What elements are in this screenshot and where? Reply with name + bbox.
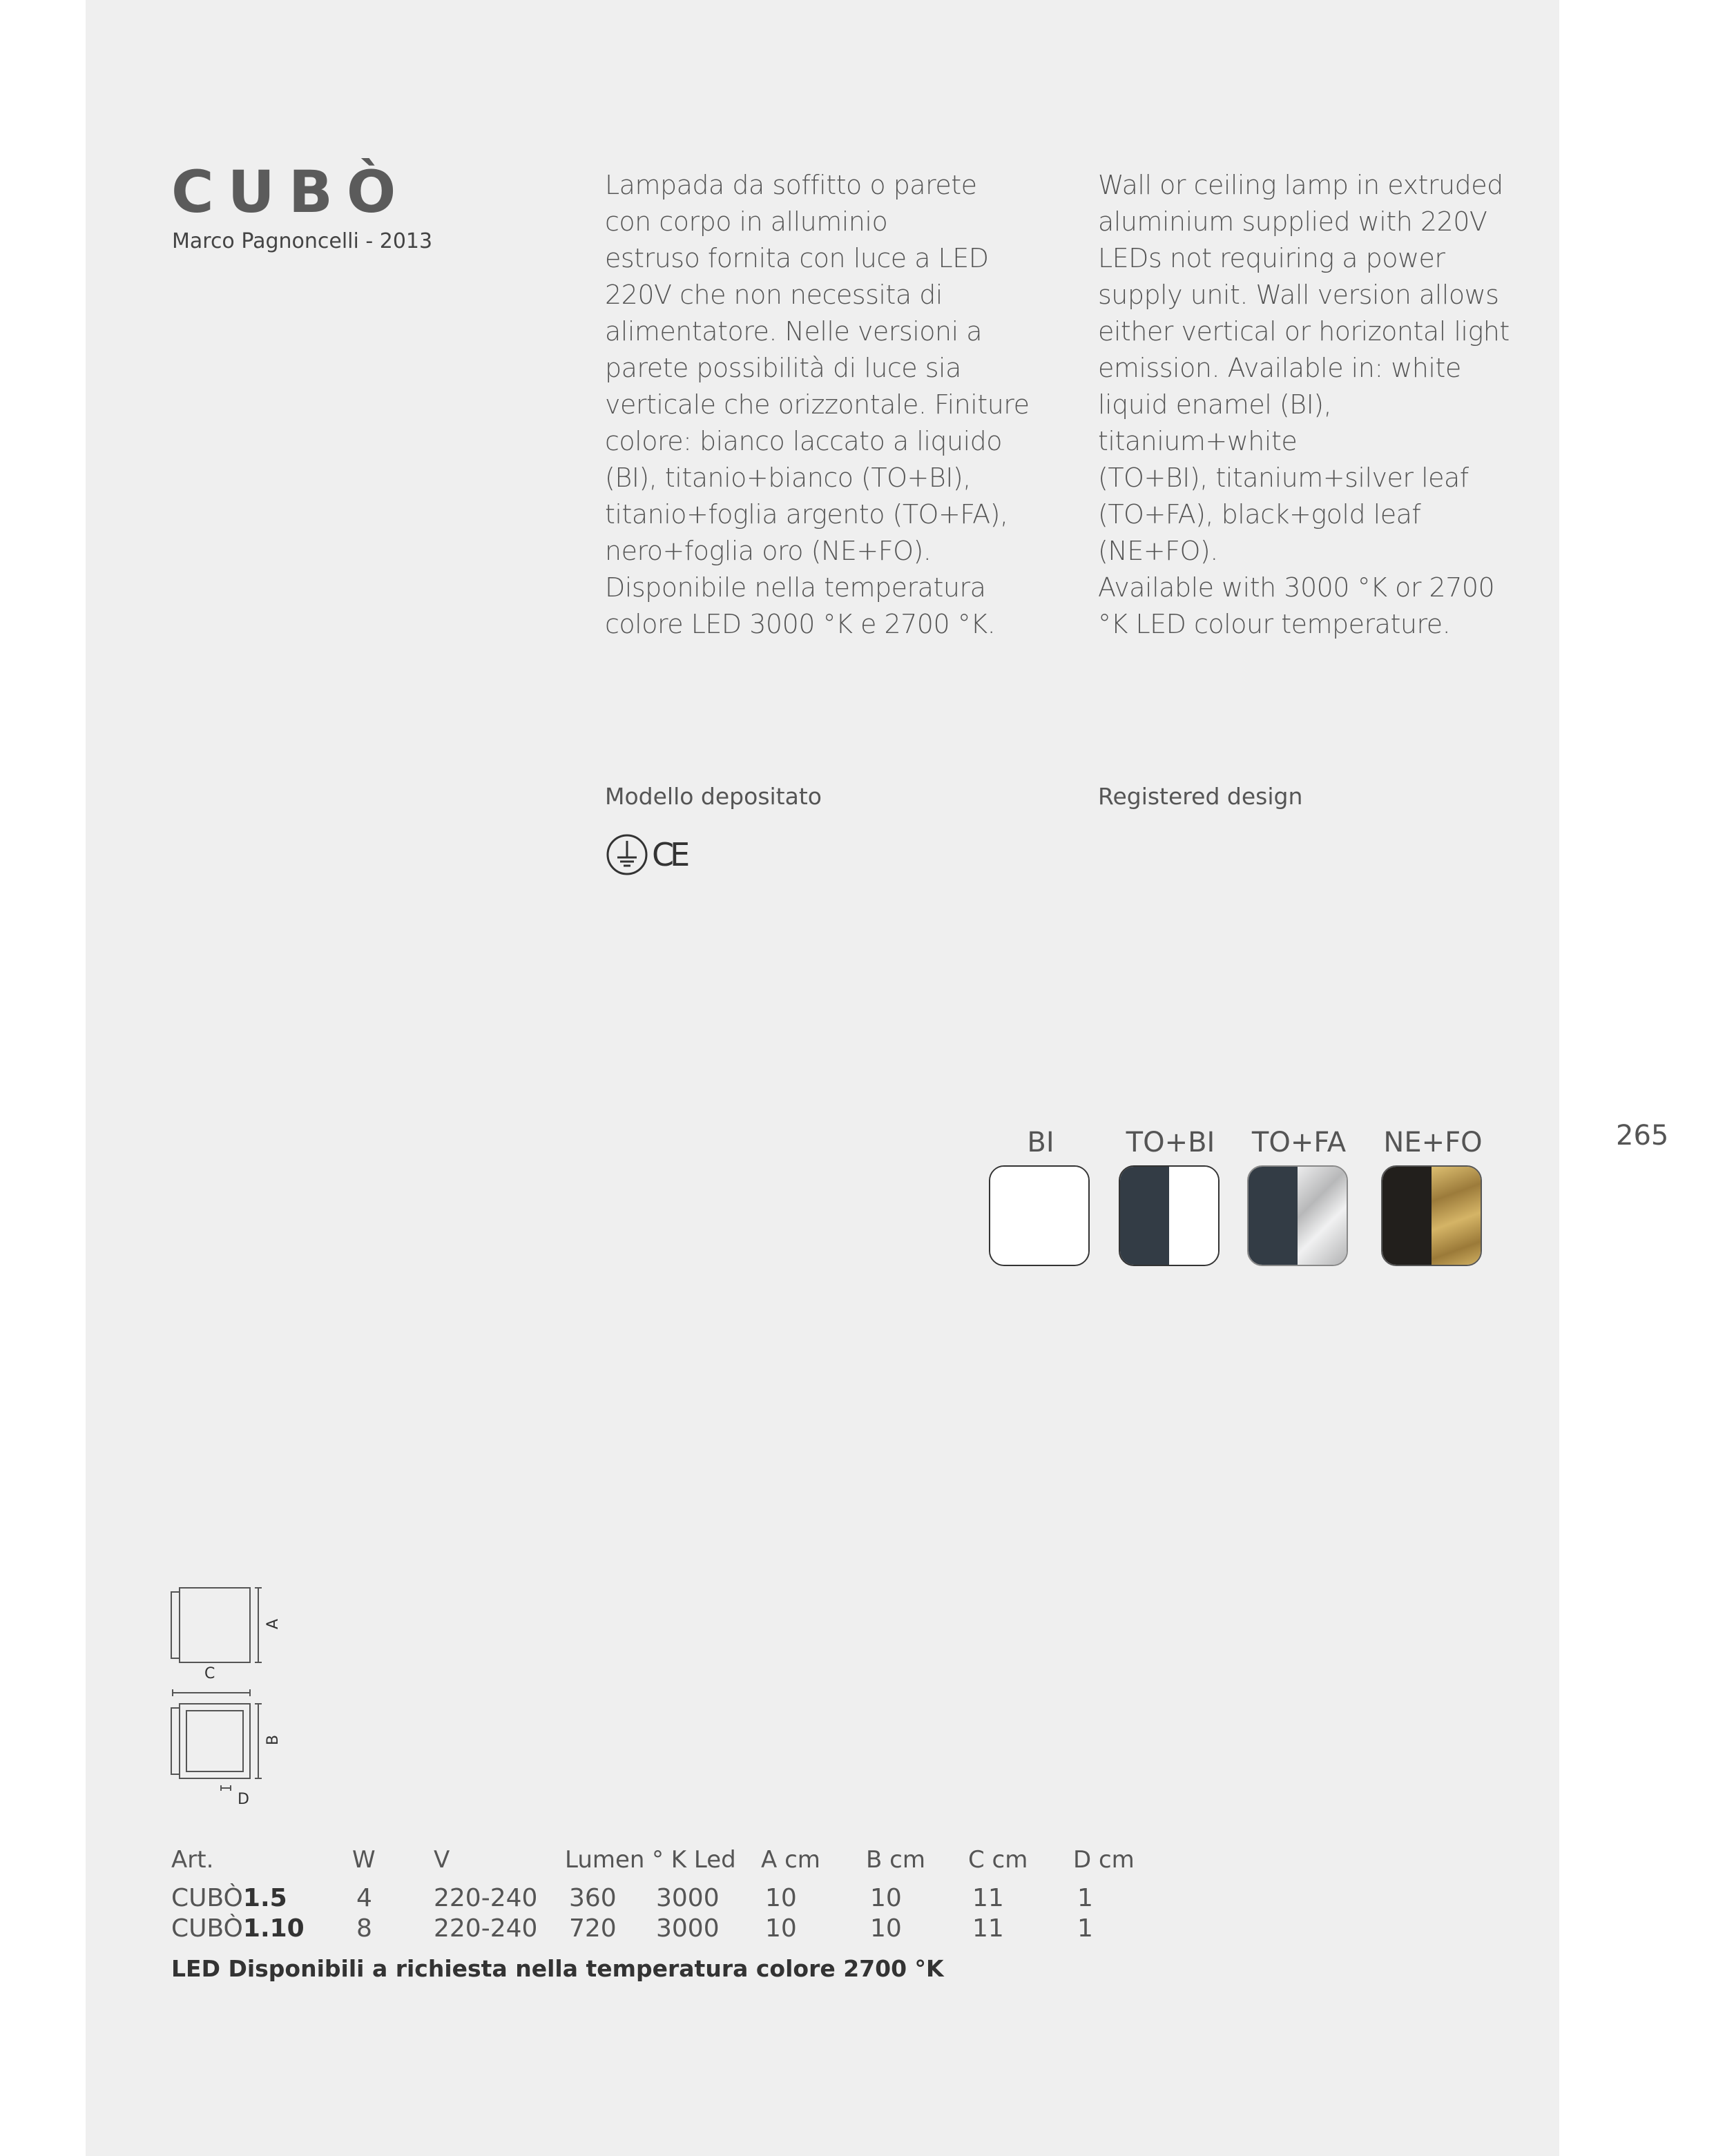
header-a: A cm (761, 1846, 820, 1874)
registered-design-italian: Modello depositato (605, 783, 822, 810)
finish-to-fa (1247, 1127, 1351, 1266)
swatch-color (1169, 1167, 1218, 1265)
table-row (171, 1883, 1142, 1914)
swatch-color (1298, 1167, 1347, 1265)
header-watt: W (352, 1846, 376, 1874)
finish-label: TO+FA (1251, 1127, 1347, 1158)
lumen-cell: 720 (569, 1914, 617, 1943)
volt-cell: 220-240 (434, 1914, 538, 1943)
header-kelvin: ° K Led (652, 1846, 736, 1874)
finish-to-bi (1119, 1127, 1222, 1266)
lumen-cell: 360 (569, 1884, 617, 1912)
dimension-diagram (166, 1585, 304, 1813)
d-cell: 1 (1077, 1914, 1093, 1943)
dimension-label-b: B (264, 1734, 282, 1746)
dimension-label-c: C (204, 1665, 215, 1682)
finish-label: NE+FO (1383, 1127, 1483, 1158)
header-d: D cm (1073, 1846, 1135, 1874)
finish-label: TO+BI (1126, 1127, 1215, 1158)
specifications-table (171, 1845, 1142, 1944)
finish-swatch-to-bi (1119, 1165, 1220, 1266)
kelvin-cell: 3000 (656, 1914, 720, 1943)
description-italian: Lampada da soffitto o parete con corpo in alluminio estruso fornita con luce a LED 220V che non necessita di alimentatore. Nelle versioni a parete possibilità di luce sia verticale che orizzontale. Finiture colore: bianco laccato a liquido (BI), titanio+bianco (TO+BI), titanio+foglia argento (TO+FA), nero+foglia oro (NE+FO). Disponibile nella temperatura colore LED 3000 °K e 2700 °K. (605, 170, 1030, 639)
finish-label: BI (1027, 1127, 1054, 1158)
art-model: 1.5 (242, 1884, 287, 1912)
finish-swatch-to-fa (1247, 1165, 1348, 1266)
art-model: 1.10 (242, 1914, 305, 1943)
dimension-label-d: D (238, 1791, 249, 1808)
finish-swatch-bi (989, 1165, 1090, 1266)
availability-footnote: LED Disponibili a richiesta nella temperatura colore 2700 °K (171, 1955, 944, 1982)
header-volt: V (434, 1846, 450, 1874)
swatch-color (1432, 1167, 1481, 1265)
c-cell: 11 (972, 1884, 1004, 1912)
ce-mark-icon: CE (652, 836, 686, 873)
header-art: Art. (171, 1846, 214, 1874)
certification-marks (605, 833, 686, 877)
header-lumen: Lumen (565, 1846, 645, 1874)
swatch-color (1382, 1167, 1432, 1265)
b-cell: 10 (870, 1914, 902, 1943)
designer-credit: Marco Pagnoncelli - 2013 (172, 229, 433, 253)
swatch-color (1120, 1167, 1169, 1265)
class-i-earth-icon (605, 833, 649, 877)
registered-design-english: Registered design (1098, 783, 1303, 810)
swatch-color (990, 1167, 1088, 1265)
art-prefix: CUBÒ (171, 1884, 243, 1912)
finish-ne-fo (1381, 1127, 1485, 1266)
product-title: CUBÒ (171, 158, 410, 226)
watt-cell: 4 (356, 1884, 372, 1912)
d-cell: 1 (1077, 1884, 1093, 1912)
description-english: Wall or ceiling lamp in extruded aluminium supplied with 220V LEDs not requiring a power supply unit. Wall version allows either vertical or horizontal light emission. Available in: white liquid enamel (BI), titanium+white (TO+BI), titanium+silver leaf (TO+FA), black+gold leaf (NE+FO). Available with 3000 °K or 2700 °K LED colour temperature. (1098, 170, 1510, 639)
a-cell: 10 (765, 1884, 797, 1912)
page-number: 265 (1616, 1120, 1669, 1152)
finish-bi (989, 1127, 1092, 1266)
dimension-label-a: A (264, 1618, 282, 1630)
art-cell (171, 1883, 352, 1914)
table-row (171, 1914, 1142, 1944)
art-cell (171, 1914, 352, 1944)
finish-swatch-ne-fo (1381, 1165, 1482, 1266)
a-cell: 10 (765, 1914, 797, 1943)
swatch-color (1249, 1167, 1298, 1265)
c-cell: 11 (972, 1914, 1004, 1943)
table-header-row (171, 1845, 1142, 1883)
art-prefix: CUBÒ (171, 1914, 243, 1943)
watt-cell: 8 (356, 1914, 372, 1943)
header-c: C cm (968, 1846, 1028, 1874)
b-cell: 10 (870, 1884, 902, 1912)
kelvin-cell: 3000 (656, 1884, 720, 1912)
header-b: B cm (866, 1846, 925, 1874)
volt-cell: 220-240 (434, 1884, 538, 1912)
